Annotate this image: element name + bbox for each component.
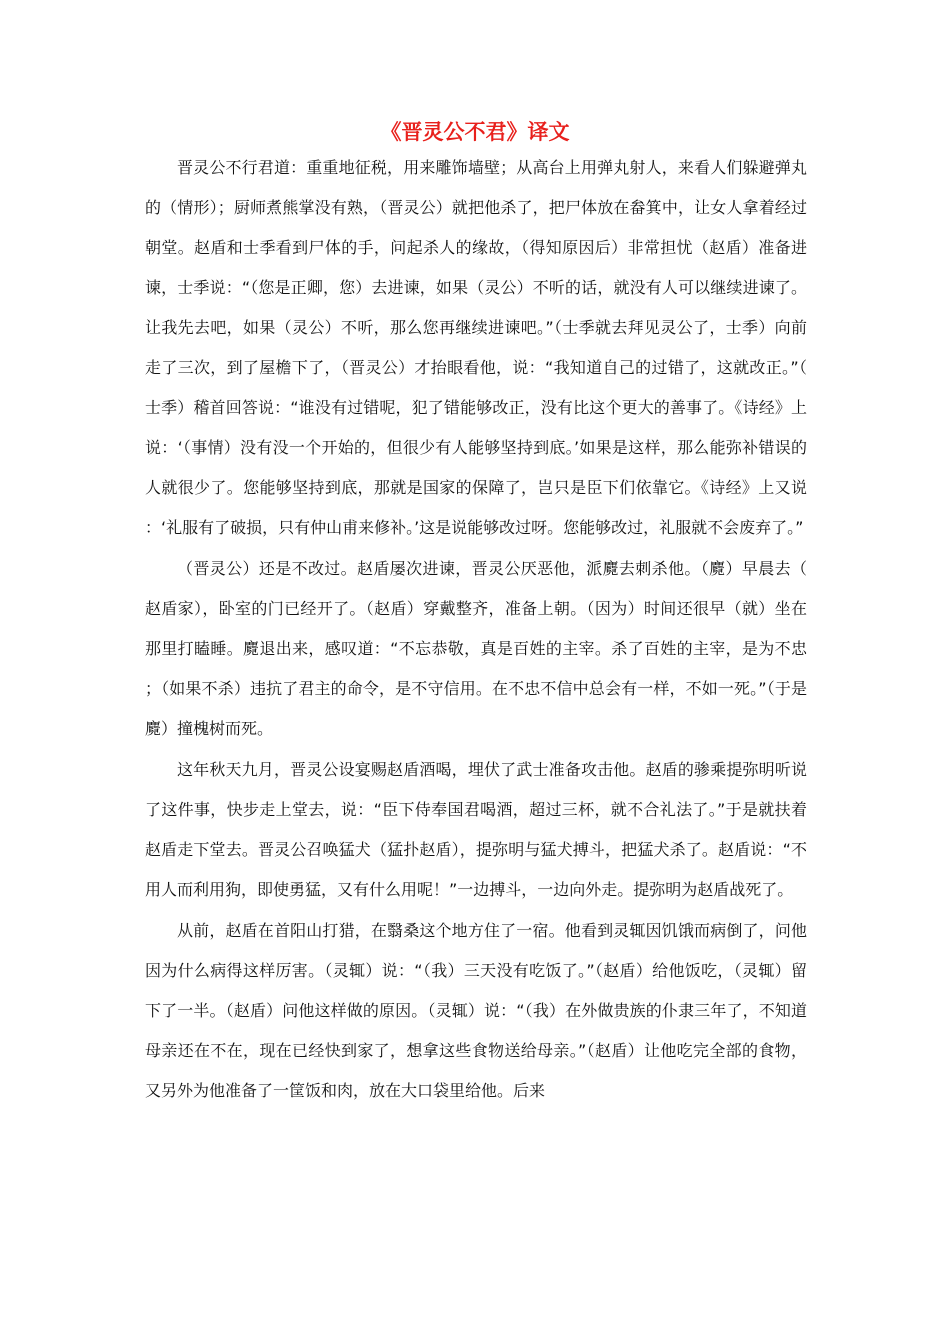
paragraph-3: 这年秋天九月，晋灵公设宴赐赵盾酒喝，埋伏了武士准备攻击他。赵盾的骖乘提弥明听说了这件事，快步走上堂去，说：“臣下侍奉国君喝酒，超过三杯，就不合礼法了。”于是就扶着赵盾走下堂去。晋灵公召唤猛犬（猛扑赵盾），提弥明与猛犬搏斗，把猛犬杀了。赵盾说：“不用人而利用狗，即使勇猛，又有什么用呢！”一边搏斗，一边向外走。提弥明为赵盾战死了。 [145, 760, 807, 899]
document-title: 《晋灵公不君》译文 [380, 119, 570, 144]
paragraph-2: （晋灵公）还是不改过。赵盾屡次进谏，晋灵公厌恶他，派麑去刺杀他。（麑）早晨去（赵盾家），卧室的门已经开了。（赵盾）穿戴整齐，准备上朝。（因为）时间还很早（就）坐在那里打瞌睡。麑退出来，感叹道：“不忘恭敬，真是百姓的主宰。杀了百姓的主宰，是为不忠；（如果不杀）违抗了君主的命令，是不守信用。在不忠不信中总会有一样，不如一死。”（于是麑）撞槐树而死。 [145, 559, 807, 738]
paragraph-4: 从前，赵盾在首阳山打猎，在翳桑这个地方住了一宿。他看到灵辄因饥饿而病倒了，问他因为什么病得这样厉害。（灵辄）说：“（我）三天没有吃饭了。”（赵盾）给他饭吃，（灵辄）留下了一半。（赵盾）问他这样做的原因。（灵辄）说：“（我）在外做贵族的仆隶三年了，不知道母亲还在不在，现在已经快到家了，想拿这些食物送给母亲。”（赵盾）让他吃完全部的食物，又另外为他准备了一筐饭和肉，放在大口袋里给他。后来 [145, 921, 807, 1100]
paragraph-1: 晋灵公不行君道：重重地征税，用来雕饰墙壁；从高台上用弹丸射人，来看人们躲避弹丸的（情形）；厨师煮熊掌没有熟，（晋灵公）就把他杀了，把尸体放在畚箕中，让女人拿着经过朝堂。赵盾和士季看到尸体的手，问起杀人的缘故，（得知原因后）非常担忧（赵盾）准备进谏，士季说：“（您是正卿，您）去进谏，如果（灵公）不听的话，就没有人可以继续进谏了。让我先去吧，如果（灵公）不听，那么您再继续进谏吧。”（士季就去拜见灵公了，士季）向前走了三次，到了屋檐下了，（晋灵公）才抬眼看他，说：“我知道自己的过错了，这就改正。”（士季）稽首回答说：“谁没有过错呢，犯了错能够改正，没有比这个更大的善事了。《诗经》上说：‘（事情）没有没一个开始的，但很少有人能够坚持到底。’如果是这样，那么能弥补错误的人就很少了。您能够坚持到底，那就是国家的保障了，岂只是臣下们依靠它。《诗经》上又说：‘礼服有了破损，只有仲山甫来修补。’这是说能够改过呀。您能够改过，礼服就不会废弃了。” [145, 158, 807, 537]
document-body [145, 148, 807, 1111]
